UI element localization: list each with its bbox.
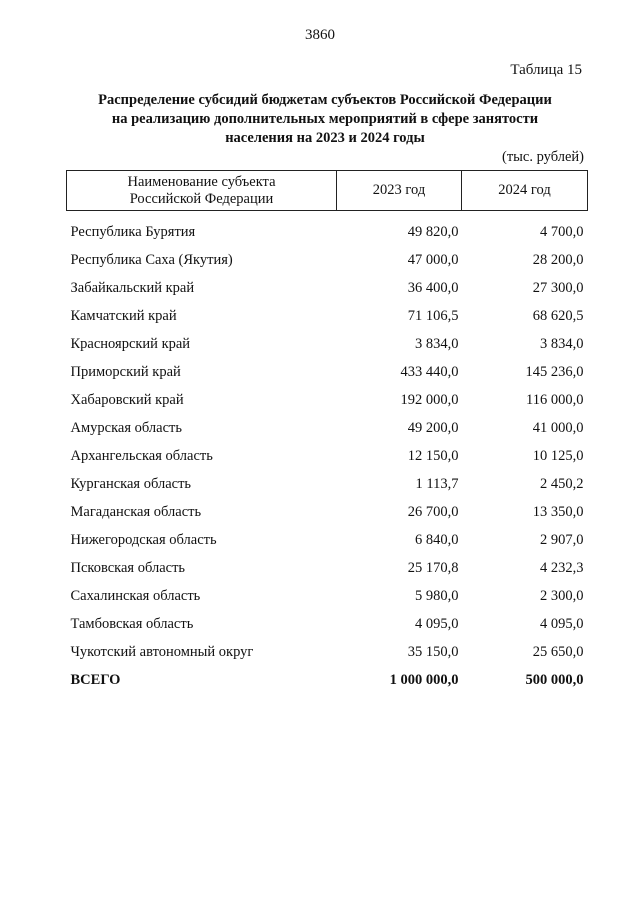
total-row bbox=[67, 666, 588, 694]
table-row bbox=[67, 498, 588, 526]
value-2023: 36 400,0 bbox=[407, 279, 459, 296]
value-2024: 3 834,0 bbox=[540, 335, 584, 352]
table-row bbox=[67, 582, 588, 610]
page-number: 3860 bbox=[305, 27, 335, 43]
value-2023: 3 834,0 bbox=[415, 335, 459, 352]
total-2024: 500 000,0 bbox=[525, 671, 584, 688]
value-2024: 4 232,3 bbox=[540, 559, 584, 576]
table-row bbox=[67, 638, 588, 666]
region-name: Нижегородская область bbox=[70, 531, 217, 548]
region-name: Курганская область bbox=[70, 475, 192, 492]
region-name: Чукотский автономный округ bbox=[70, 643, 254, 660]
total-label: ВСЕГО bbox=[70, 671, 121, 688]
value-2023: 26 700,0 bbox=[407, 503, 459, 520]
units-label: (тыс. рублей) bbox=[502, 149, 584, 165]
value-2023: 35 150,0 bbox=[407, 643, 459, 660]
table-row bbox=[67, 526, 588, 554]
value-2023: 4 095,0 bbox=[415, 615, 459, 632]
value-2023: 12 150,0 bbox=[407, 447, 459, 464]
value-2024: 25 650,0 bbox=[532, 643, 584, 660]
region-name: Республика Саха (Якутия) bbox=[70, 251, 233, 268]
region-name: Амурская область bbox=[70, 419, 182, 436]
value-2024: 27 300,0 bbox=[532, 279, 584, 296]
header-region-line-1: Наименование субъекта bbox=[127, 173, 276, 190]
header-region-name bbox=[67, 171, 337, 211]
region-name: Тамбовская область bbox=[70, 615, 194, 632]
table-row bbox=[67, 358, 588, 386]
table-row bbox=[67, 610, 588, 638]
region-name: Хабаровский край bbox=[70, 391, 184, 408]
value-2024: 68 620,5 bbox=[532, 307, 584, 324]
title-line-3: населения на 2023 и 2024 годы bbox=[225, 130, 425, 146]
table-row bbox=[67, 330, 588, 358]
table-row bbox=[67, 554, 588, 582]
table-row bbox=[67, 211, 588, 247]
value-2024: 41 000,0 bbox=[532, 419, 584, 436]
value-2024: 116 000,0 bbox=[526, 391, 584, 408]
value-2023: 192 000,0 bbox=[400, 391, 459, 408]
title-line-1: Распределение субсидий бюджетам субъектов Российской Федерации bbox=[98, 92, 552, 108]
subsidy-table bbox=[66, 170, 588, 694]
value-2024: 2 450,2 bbox=[540, 475, 584, 492]
region-name: Псковская область bbox=[70, 559, 186, 576]
table-row bbox=[67, 246, 588, 274]
header-year-2024: 2024 год bbox=[462, 171, 588, 211]
value-2023: 433 440,0 bbox=[400, 363, 459, 380]
value-2023: 71 106,5 bbox=[407, 307, 459, 324]
region-name: Камчатский край bbox=[70, 307, 177, 324]
table-row bbox=[67, 414, 588, 442]
subsidy-table-container bbox=[66, 170, 587, 694]
table-header-row bbox=[67, 171, 588, 211]
value-2023: 49 200,0 bbox=[407, 419, 459, 436]
value-2024: 28 200,0 bbox=[532, 251, 584, 268]
value-2024: 13 350,0 bbox=[532, 503, 584, 520]
value-2024: 2 907,0 bbox=[540, 531, 584, 548]
table-body bbox=[67, 211, 588, 695]
table-row bbox=[67, 442, 588, 470]
table-row bbox=[67, 274, 588, 302]
value-2024: 4 095,0 bbox=[540, 615, 584, 632]
value-2024: 2 300,0 bbox=[540, 587, 584, 604]
table-row bbox=[67, 470, 588, 498]
region-name: Архангельская область bbox=[70, 447, 213, 464]
value-2023: 5 980,0 bbox=[415, 587, 459, 604]
title-line-2: на реализацию дополнительных мероприятий в сфере занятости bbox=[111, 111, 539, 127]
region-name: Приморский край bbox=[70, 363, 181, 380]
value-2023: 49 820,0 bbox=[407, 223, 459, 240]
value-2024: 4 700,0 bbox=[540, 223, 584, 240]
header-year-2023: 2023 год bbox=[337, 171, 462, 211]
region-name: Магаданская область bbox=[70, 503, 202, 520]
table-label: Таблица 15 bbox=[510, 62, 582, 78]
value-2024: 145 236,0 bbox=[525, 363, 584, 380]
total-2023: 1 000 000,0 bbox=[389, 671, 459, 688]
region-name: Сахалинская область bbox=[70, 587, 201, 604]
value-2023: 6 840,0 bbox=[415, 531, 459, 548]
value-2023: 47 000,0 bbox=[407, 251, 459, 268]
region-name: Республика Бурятия bbox=[70, 223, 196, 240]
table-row bbox=[67, 302, 588, 330]
document-title bbox=[60, 91, 590, 148]
region-name: Забайкальский край bbox=[70, 279, 195, 296]
value-2023: 25 170,8 bbox=[407, 559, 459, 576]
value-2024: 10 125,0 bbox=[532, 447, 584, 464]
header-region-line-2: Российской Федерации bbox=[129, 190, 274, 207]
table-row bbox=[67, 386, 588, 414]
value-2023: 1 113,7 bbox=[415, 475, 459, 492]
region-name: Красноярский край bbox=[70, 335, 191, 352]
